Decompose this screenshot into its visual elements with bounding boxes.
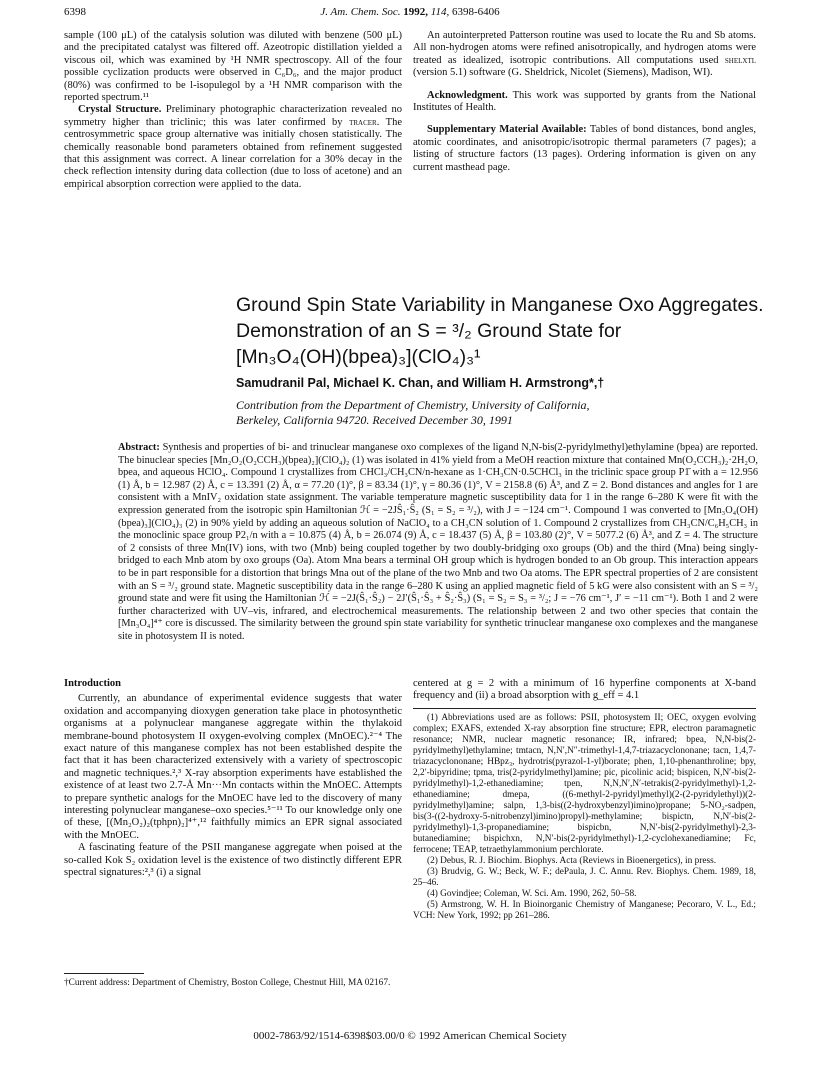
title-line-3: [Mn₃O₄(OH)(bpea)₃](ClO₄)₃¹ bbox=[236, 346, 481, 368]
crystal-structure-paragraph: Crystal Structure. Preliminary photographic characterization revealed no symmetry higher than triclinic; this was later confirmed by tracer. The centrosymmetric space group alternative was initially chosen statistically. The chemically reasonable bond parameters obtained from refinement suggested that this assignment was correct. A linear correlation for a 30% decay in the check reflection intensity during data collection (due to loss of acetone) and an empirical absorption correction were applied to the data. bbox=[64, 104, 402, 190]
references-rule bbox=[413, 708, 756, 709]
acknowledgment-paragraph: Acknowledgment. This work was supported by grants from the National Institutes of Health. bbox=[413, 89, 756, 114]
journal-pages: 6398-6406 bbox=[451, 6, 500, 18]
references-list bbox=[413, 713, 756, 922]
affiliation-line-1: Contribution from the Department of Chemistry, University of California, bbox=[236, 398, 590, 412]
reference-item: (4) Govindjee; Coleman, W. Sci. Am. 1990, 262, 50–58. bbox=[427, 889, 637, 899]
abstract-label: Abstract: bbox=[118, 442, 160, 453]
reference-item: (2) Debus, R. J. Biochim. Biophys. Acta (Reviews in Bioenergetics), in press. bbox=[427, 856, 717, 866]
introduction-paragraph-2: A fascinating feature of the PSII manganese aggregate when poised at the so-called Kok S₂ oxidation level is the existence of two distinctly different EPR spectral signatures:²,³ (i) a signal bbox=[64, 842, 402, 879]
authors: Samudranil Pal, Michael K. Chan, and William H. Armstrong*,† bbox=[236, 376, 605, 390]
introduction-left-column bbox=[64, 678, 402, 880]
affiliation-line-2: Berkeley, California 94720. Received December 30, 1991 bbox=[236, 413, 513, 427]
title-line-1: Ground Spin State Variability in Manganese Oxo Aggregates. bbox=[236, 294, 764, 316]
affiliation bbox=[236, 398, 796, 428]
page-number: 6398 bbox=[64, 6, 86, 18]
reference-item: (3) Brudvig, G. W.; Beck, W. F.; dePaula, J. C. Annu. Rev. Biophys. Chem. 1989, 18, 25–46. bbox=[413, 867, 756, 888]
page-footer: 0002-7863/92/1514-6398$03.00/0 © 1992 American Chemical Society bbox=[253, 1030, 567, 1042]
current-address-footnote: †Current address: Department of Chemistry, Boston College, Chestnut Hill, MA 02167. bbox=[64, 978, 391, 988]
title-line-2: Demonstration of an S = ³/₂ Ground State for bbox=[236, 320, 622, 342]
patterson-paragraph: An autointerpreted Patterson routine was used to locate the Ru and Sb atoms. All non-hydrogen atoms were refined anisotropically, and hydrogen atoms were treated as idealized, isotropic contributions. All computations used shelxtl (version 5.1) software (G. Sheldrick, Nicolet (Siemens), Madison, WI). bbox=[413, 30, 756, 79]
introduction-paragraph-1: Currently, an abundance of experimental evidence suggests that water oxidation and accompanying dioxygen generation take place in photosynthetic organisms at a polynuclear manganese aggregate within the thylakoid membrane-bound photosystem II oxygen-evolving complex (MnOEC).²⁻⁴ The exact nature of this manganese complex has not been established despite the fact that it has been characterized extensively with a variety of spectroscopic and magnetic techniques.²,³ X-ray absorption experiments have established the existence of at least two 2.7-Å Mn···Mn contacts within the MnOEC. Attempts to prepare synthetic analogs for the MnOEC have led to the discovery of many interesting polynuclear manganese–oxo species.⁵⁻¹¹ To our knowledge only one of these, [(Mn₂O₂)₂(tphpn)₂]⁴⁺,¹² faithfully mimics an EPR signal associated with the MnOEC. bbox=[64, 693, 402, 841]
journal-name: J. Am. Chem. Soc. bbox=[320, 6, 401, 18]
abstract bbox=[118, 442, 758, 644]
reference-item: (1) Abbreviations used are as follows: PSII, photosystem II; OEC, oxygen evolving complex; EXAFS, extended X-ray absorption fine structure; EPR, electron paramagnetic resonance; NMR, nuclear magnetic resonance; IR, infrared; bpea, N,N-bis(2-pyridylmethyl)ethylamine; tmtacn, N,N′,N″-trimethyl-1,4,7-triazacyclononane; tacn, 1,4,7-triazacyclononane; HBpz₃, hydrotris(pyrazol-1-yl)borate; phen, 1,10-phenanthroline; bpy, 2,2′-bipyridine; tpma, tris(2-pyridylmethyl)amine; pic, picolinic acid; bispicen, N,N′-bis(2-pyridylmethyl)-1,2-ethanediamine; tpen, N,N,N′,N′-tetrakis(2-pyridylmethyl)-1,2-ethanediamine; dmepa, ((6-methyl-2-pyridyl)methyl)(2-(2-pyridylethyl))(2-pyridylmethyl)amine; salpn, 1,3-bis((2-hydroxybenzyl)imino)propane; 5-NO₂-sadpen, bis(3-((2-hydroxy-5-nitrobenzyl)imino)propyl)-methylamine; bispictn, N,N′-bis(2-pyridylmethyl)-1,3-propanediamine; bispicbn, N,N′-bis(2-pyridylmethyl)-2,3-butanediamine; bispichxn, N,N′-bis(2-pyridylmethyl)-1,2-cyclohexanediamine; Fc, ferrocene; TEAP, tetraethylammonium perchlorate. bbox=[413, 713, 756, 855]
acknowledgment-heading: Acknowledgment. bbox=[427, 89, 508, 101]
journal-header bbox=[0, 6, 820, 18]
reference-item: (5) Armstrong, W. H. In Bioinorganic Chemistry of Manganese; Pecoraro, V. L., Ed.; VCH: New York, 1992; pp 261–286. bbox=[413, 900, 756, 921]
introduction-heading: Introduction bbox=[64, 678, 121, 689]
article-title bbox=[236, 292, 796, 370]
crystal-structure-heading: Crystal Structure. bbox=[78, 104, 162, 116]
previous-article-left-column bbox=[64, 30, 402, 191]
introduction-right-continuation: centered at g = 2 with a minimum of 16 hyperfine components at X-band frequency and (ii) a broad absorption with g_eff = 4.1 bbox=[413, 678, 756, 702]
supplementary-heading: Supplementary Material Available: bbox=[427, 124, 587, 136]
catalysis-paragraph: sample (100 μL) of the catalysis solution was diluted with benzene (500 μL) and the precipitated catalyst was filtered off. Azeotropic distillation yielded a viscous oil, which was examined by ¹H NMR spectroscopy. All of the four possible cyclization products were observed in C₆D₆, and the major product (80%) was confirmed to be l-isopulegol by a ¹H NMR comparison with the reported spectrum.¹¹ bbox=[64, 30, 402, 104]
supplementary-paragraph: Supplementary Material Available: Tables of bond distances, bond angles, atomic coordinates, and anisotropic/isotropic thermal parameters (7 pages); a listing of structure factors (13 pages). Ordering information is given on any current masthead page. bbox=[413, 124, 756, 173]
previous-article-right-column bbox=[413, 30, 756, 174]
abstract-text: Synthesis and properties of bi- and trinuclear manganese oxo complexes of the ligand N,N-bis(2-pyridylmethyl)ethylamine (bpea) are reported. The binuclear species [Mn₂O₂(O₂CCH₃)(bpea)₂](ClO₄)₂ (1) was isolated in 41% yield from a MeOH reaction mixture that contained Mn(O₂CCH₃)₂·2H₂O, bpea, and aqueous HClO₄. Compound 1 crystallizes from CHCl₃/CH₃CN/n-hexane as 1·CH₃CN·0.5CHCl₃ in the triclinic space group P1̄ with a = 12.956 (1) Å, b = 12.987 (2) Å, c = 13.391 (2) Å, α = 77.20 (1)°, β = 83.34 (1)°, γ = 80.36 (1)°, V = 2158.8 (6) Å³, and Z = 2. Bond distances and angles for 1 are consistent with a MnIV₂ oxidation state assignment. The variable temperature magnetic susceptibility data for 1 in the range 6–280 K were fit with the expression generated from the isotropic spin Hamiltonian ℋ = −2JŜ₁·Ŝ₂ (S₁ = S₂ = ³/₂), with J = −124 cm⁻¹. Compound 1 was converted to [Mn₃O₄(OH)(bpea)₃](ClO₄)₃ (2) in 90% yield by adding an aqueous solution of NaClO₄ to a CH₃CN solution of 1. Compound 2 crystallizes from CH₃CN/C₆H₅CH₃ in the monoclinic space group P2₁/n with a = 10.875 (4) Å, b = 26.074 (9) Å, c = 18.437 (5) Å, β = 103.80 (2)°, V = 5077.2 (6) Å³, and Z = 4. The structure of 2 consists of three Mn(IV) ions, with two (Mnb) being coupled together by two doubly-bridging oxo groups (Ob) and the third (Mna) being singly-bridged to each Mnb atom by oxo groups (Oa). Atom Mna bears a terminal OH group which is hydrogen bonded to an Ob group. This interaction appears to be in part responsible for a distortion that brings Mna out of the plane of the two Mnb and two Oa atoms. The EPR spectral properties of 2 are consistent with an S = ³/₂ ground state. Magnetic susceptibility data in the range 6–280 K using an applied magnetic field of 5 kG were also consistent with an S = ³/₂ ground state and were fit using the Hamiltonian ℋ = −2J(Ŝ₁·Ŝ₂) − 2J′(Ŝ₁·Ŝ₃ + Ŝ₂·Ŝ₃) (S₁ = S₂ = S₃ = ³/₂; J = −76 cm⁻¹, J′ = −11 cm⁻¹). Both 1 and 2 were further characterized with UV–vis, infrared, and electrochemical measurements. The relationship between 2 and two other species that contain the [Mn₃O₄]⁴⁺ core is discussed. The similarity between the ground spin state variability for synthetic trinuclear manganese oxo complexes and the manganese site in photosystem II is noted. bbox=[118, 442, 758, 642]
footnote-rule bbox=[64, 973, 144, 974]
journal-volume: 114, bbox=[430, 6, 450, 18]
journal-year: 1992, bbox=[403, 6, 429, 18]
